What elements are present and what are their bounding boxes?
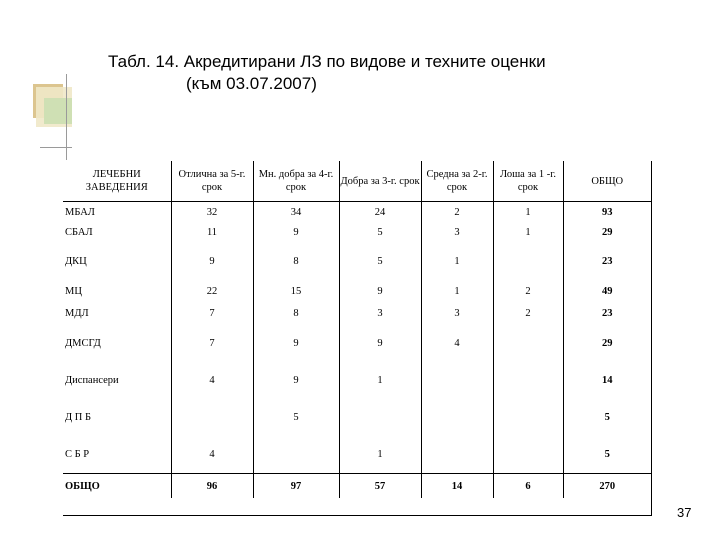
table-row: [63, 324, 651, 362]
table-cell: 9: [339, 279, 421, 303]
table-cell: 8: [253, 303, 339, 324]
total-row: [63, 474, 651, 499]
table-row: [63, 303, 651, 324]
row-label: СБАЛ: [65, 227, 93, 238]
table-cell: 97: [253, 474, 339, 499]
table-cell: 3: [339, 303, 421, 324]
column-header: Отлична за 5-г. срок: [171, 161, 253, 202]
row-label: С Б Р: [65, 449, 90, 460]
row-total-cell: 23: [563, 303, 651, 324]
column-header: ОБЩО: [563, 161, 651, 202]
table-cell: 5: [339, 222, 421, 243]
row-total-cell: 29: [563, 222, 651, 243]
table-cell: 6: [493, 474, 563, 499]
row-total-cell: 5: [563, 399, 651, 436]
table-cell: 1: [421, 243, 493, 279]
table-cell: 11: [171, 222, 253, 243]
table-cell: 5: [339, 243, 421, 279]
table-row: [63, 399, 651, 436]
row-total-cell: 93: [563, 202, 651, 223]
accreditation-table: [63, 161, 651, 498]
table-cell: [493, 362, 563, 399]
table-row: [63, 436, 651, 474]
table-cell: 14: [421, 474, 493, 499]
table-body: [63, 202, 651, 499]
column-header: Добра за 3-г. срок: [339, 161, 421, 202]
table-cell: 96: [171, 474, 253, 499]
title-line-1: Табл. 14. Акредитирани ЛЗ по видове и техните оценки: [108, 52, 546, 71]
row-total-cell: 49: [563, 279, 651, 303]
table-cell: 57: [339, 474, 421, 499]
table-cell: 4: [421, 324, 493, 362]
table-cell: 3: [421, 222, 493, 243]
table-cell: 3: [421, 303, 493, 324]
table-cell: 2: [493, 303, 563, 324]
table-cell: 15: [253, 279, 339, 303]
table-cell: 4: [171, 362, 253, 399]
row-label: МБАЛ: [65, 206, 95, 218]
table-row: [63, 222, 651, 243]
row-label: Диспансери: [65, 375, 119, 386]
table-cell: 1: [339, 362, 421, 399]
table-cell: 24: [339, 202, 421, 223]
table-cell: 1: [493, 202, 563, 223]
table-cell: [253, 436, 339, 474]
row-label: ДКЦ: [65, 255, 87, 267]
table-row: [63, 362, 651, 399]
table-cell: 1: [421, 279, 493, 303]
row-label: МДЛ: [65, 308, 89, 319]
row-total-cell: 23: [563, 243, 651, 279]
table-cell: 9: [339, 324, 421, 362]
table-cell: 8: [253, 243, 339, 279]
row-label: ОБЩО: [63, 474, 171, 499]
table-cell: 4: [171, 436, 253, 474]
table-row: [63, 243, 651, 279]
table-cell: [421, 399, 493, 436]
table-row: [63, 279, 651, 303]
table-cell: 9: [253, 324, 339, 362]
table-cell: [493, 399, 563, 436]
column-header: Лоша за 1 -г. срок: [493, 161, 563, 202]
table-cell: 7: [171, 303, 253, 324]
slide-title: [108, 51, 546, 95]
row-label: МЦ: [65, 285, 82, 297]
table-cell: 9: [171, 243, 253, 279]
table-cell: [493, 324, 563, 362]
table-cell: [493, 436, 563, 474]
table-cell: [171, 399, 253, 436]
table-cell: 9: [253, 362, 339, 399]
row-total-cell: 29: [563, 324, 651, 362]
table-cell: 1: [493, 222, 563, 243]
table-cell: [421, 362, 493, 399]
table-cell: [493, 243, 563, 279]
column-header: ЛЕЧЕБНИ ЗАВЕДЕНИЯ: [63, 161, 171, 202]
page-number: 37: [677, 505, 692, 520]
table-cell: 32: [171, 202, 253, 223]
row-total-cell: 14: [563, 362, 651, 399]
column-header: Средна за 2-г. срок: [421, 161, 493, 202]
table-cell: [421, 436, 493, 474]
decorative-horizontal-line: [40, 147, 72, 148]
table-row: [63, 202, 651, 223]
row-label: ДМСГД: [65, 337, 101, 349]
decorative-block-green: [44, 98, 72, 124]
row-label: Д П Б: [65, 412, 92, 423]
table-cell: 2: [493, 279, 563, 303]
table-cell: 34: [253, 202, 339, 223]
table-cell: 22: [171, 279, 253, 303]
table-cell: 1: [339, 436, 421, 474]
table-cell: [339, 399, 421, 436]
table-cell: 5: [253, 399, 339, 436]
table-cell: 7: [171, 324, 253, 362]
row-total-cell: 270: [563, 474, 651, 499]
table-cell: 2: [421, 202, 493, 223]
table-header-row: [63, 161, 651, 202]
table-cell: 9: [253, 222, 339, 243]
row-total-cell: 5: [563, 436, 651, 474]
column-header: Мн. добра за 4-г. срок: [253, 161, 339, 202]
title-line-2: (към 03.07.2007): [186, 74, 317, 93]
